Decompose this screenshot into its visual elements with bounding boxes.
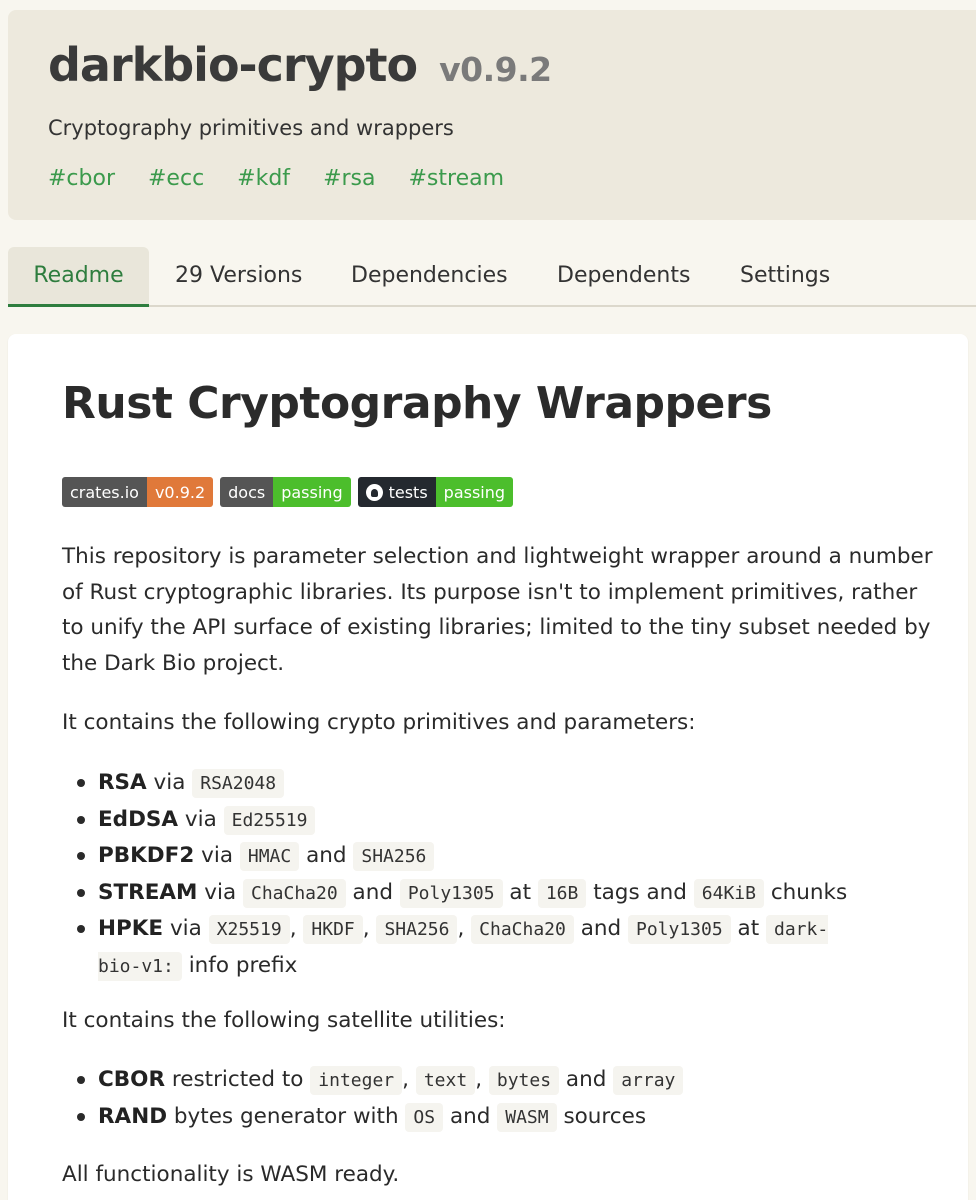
item-text: and [352, 879, 393, 905]
readme-title: Rust Cryptography Wrappers [62, 378, 772, 429]
inline-code: array [613, 1066, 683, 1095]
list-item-hpke [98, 911, 868, 984]
keyword-link-stream[interactable]: #stream [408, 166, 505, 191]
inline-code: Ed25519 [224, 806, 316, 835]
tab-bar [8, 247, 976, 307]
item-text: via [184, 806, 217, 832]
item-text: info prefix [188, 952, 298, 978]
item-text: , [289, 916, 297, 941]
list-item-cbor [98, 1062, 683, 1099]
crate-header [8, 10, 976, 220]
badge-value: v0.9.2 [147, 477, 213, 507]
item-text: and [580, 916, 622, 941]
crate-name: darkbio-crypto [48, 38, 418, 92]
inline-code: HMAC [240, 842, 299, 871]
keyword-link-cbor[interactable]: #cbor [48, 166, 115, 191]
intro-paragraph: This repository is parameter selection and lightweight wrapper around a number of Rust cryptographic libraries. Its purpose isn't to implement primitives, rather to unify the API surface of existing libraries; limited to the tiny subset needed by the Dark Bio project. [62, 544, 933, 676]
item-text: via [201, 843, 234, 868]
utilities-heading: It contains the following satellite utilities: [62, 1008, 506, 1033]
tab-dependents[interactable]: Dependents [557, 263, 691, 288]
primitives-list [98, 765, 868, 984]
github-icon [366, 484, 383, 501]
list-item-rsa [98, 765, 868, 802]
inline-code: RSA2048 [192, 769, 284, 798]
inline-code: Poly1305 [400, 879, 503, 908]
item-name: RAND [98, 1103, 168, 1129]
crates-io-badge[interactable] [62, 477, 213, 507]
list-item-pbkdf2 [98, 838, 868, 875]
badge-row [62, 477, 513, 507]
tab-settings[interactable]: Settings [740, 263, 831, 288]
keyword-link-ecc[interactable]: #ecc [148, 166, 205, 191]
badge-label: crates.io [62, 477, 147, 507]
crate-description: Cryptography primitives and wrappers [48, 116, 454, 140]
docs-badge[interactable] [220, 477, 350, 507]
list-item-rand [98, 1099, 683, 1136]
item-text: and [449, 1103, 491, 1129]
badge-label: docs [220, 477, 273, 507]
item-text: via [169, 916, 202, 941]
crate-version: v0.9.2 [439, 50, 552, 89]
item-text: tags and [593, 879, 687, 905]
inline-code: ChaCha20 [243, 879, 346, 908]
item-text: , [402, 1067, 409, 1092]
list-item-eddsa [98, 802, 868, 839]
inline-code: X25519 [209, 915, 290, 944]
keyword-link-rsa[interactable]: #rsa [323, 166, 376, 191]
badge-label-with-icon [358, 477, 436, 507]
keyword-link-kdf[interactable]: #kdf [237, 166, 291, 191]
tests-badge[interactable] [358, 477, 513, 507]
item-text: , [457, 916, 465, 941]
readme-panel [8, 334, 968, 1200]
item-name: HPKE [98, 916, 164, 941]
tab-readme[interactable]: Readme [8, 247, 149, 307]
inline-code: HKDF [303, 915, 362, 944]
crate-title-row [48, 38, 552, 92]
inline-code: WASM [497, 1103, 556, 1132]
primitives-heading: It contains the following crypto primitives and parameters: [62, 710, 696, 735]
list-item-stream [98, 875, 868, 912]
item-text: and [565, 1067, 607, 1092]
item-text: at [509, 879, 531, 905]
item-name: RSA [98, 770, 147, 795]
inline-code: text [416, 1066, 475, 1095]
utilities-list [98, 1062, 683, 1135]
item-text: and [306, 843, 347, 868]
item-text: at [737, 916, 760, 941]
item-text: chunks [770, 879, 848, 905]
badge-value: passing [436, 477, 513, 507]
inline-code: SHA256 [353, 842, 434, 871]
badge-label: tests [388, 482, 428, 502]
inline-code: bytes [489, 1066, 559, 1095]
item-name: PBKDF2 [98, 843, 195, 868]
tab-dependencies[interactable]: Dependencies [351, 263, 508, 288]
item-text: sources [563, 1103, 647, 1129]
inline-code: integer [310, 1066, 402, 1095]
footer-paragraph: All functionality is WASM ready. [62, 1162, 400, 1187]
item-text: bytes generator with [173, 1103, 399, 1129]
inline-code: SHA256 [376, 915, 457, 944]
item-name: CBOR [98, 1067, 165, 1092]
tab-versions[interactable]: 29 Versions [175, 263, 303, 288]
inline-code: 16B [538, 879, 587, 908]
item-text: , [475, 1067, 483, 1092]
item-text: via [204, 879, 237, 905]
item-text: , [362, 916, 370, 941]
inline-code: Poly1305 [628, 915, 731, 944]
item-name: STREAM [98, 879, 198, 905]
item-text: restricted to [171, 1067, 304, 1092]
item-text: via [153, 770, 186, 795]
inline-code: dark-bio-v1: [98, 915, 828, 981]
keyword-list [48, 166, 537, 191]
badge-value: passing [273, 477, 350, 507]
inline-code: 64KiB [694, 879, 764, 908]
inline-code: OS [405, 1103, 443, 1132]
inline-code: ChaCha20 [471, 915, 574, 944]
item-name: EdDSA [98, 806, 179, 832]
